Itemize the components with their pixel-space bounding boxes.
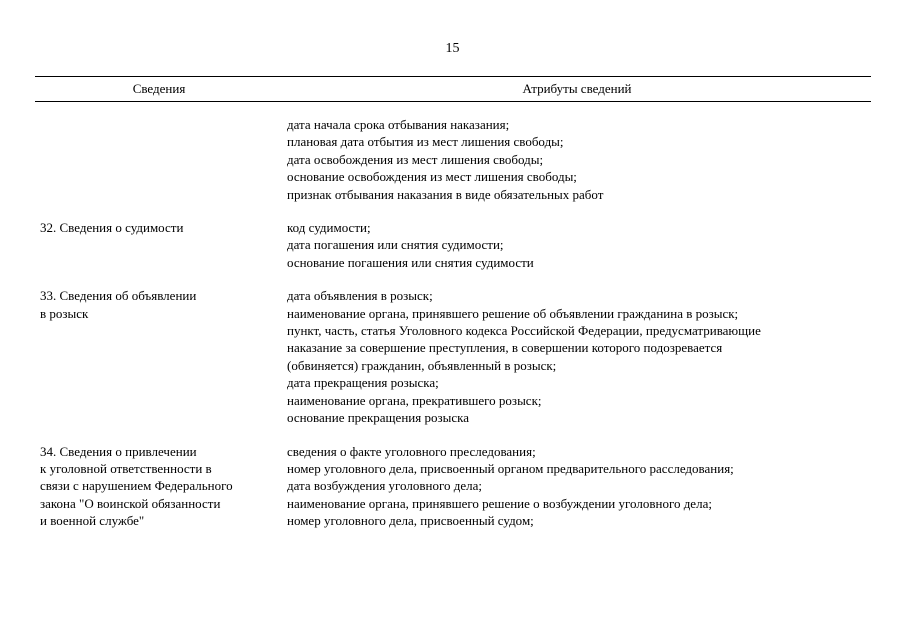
attribute-line: наименование органа, принявшего решение о возбуждении уголовного дела; (287, 495, 712, 511)
attribute-line: наименование органа, прекратившего розыск; (287, 392, 542, 408)
attribute-line: дата возбуждения уголовного дела; (287, 478, 482, 494)
attribute-line: признак отбывания наказания в виде обязательных работ (287, 186, 604, 202)
table-row (40, 219, 871, 271)
attribute-line: (обвиняется) гражданин, объявленный в розыск; (287, 357, 557, 373)
attribute-line: дата погашения или снятия судимости; (287, 237, 504, 253)
attribute-line: наименование органа, принявшего решение об объявлении гражданина в розыск; (287, 305, 739, 321)
info-line: 33. Сведения об объявлении (40, 288, 197, 304)
info-line: связи с нарушением Федерального (40, 478, 233, 494)
header-attributes-column: Атрибуты сведений (522, 81, 632, 96)
table-header (35, 76, 871, 102)
table-body (40, 116, 871, 546)
attributes-cell (287, 116, 871, 203)
info-cell (40, 219, 287, 271)
attribute-line: наказание за совершение преступления, в совершении которого подозревается (287, 340, 723, 356)
page-number: 15 (445, 41, 460, 56)
info-line: 34. Сведения о привлечении (40, 443, 197, 459)
attribute-line: пункт, часть, статья Уголовного кодекса Российской Федерации, предусматривающие (287, 323, 761, 339)
table-row (40, 443, 871, 530)
attributes-cell (287, 219, 871, 271)
attribute-line: дата начала срока отбывания наказания; (287, 117, 510, 132)
info-cell (40, 287, 287, 426)
info-line: 32. Сведения о судимости (40, 220, 184, 236)
table-row (40, 116, 871, 203)
info-cell (40, 443, 287, 530)
info-line: и военной службе" (40, 513, 145, 529)
attribute-line: номер уголовного дела, присвоенный судом; (287, 513, 534, 529)
attribute-line: дата прекращения розыска; (287, 375, 439, 391)
header-info-column: Сведения (132, 81, 186, 96)
info-cell (40, 116, 287, 203)
attribute-line: плановая дата отбытия из мест лишения свободы; (287, 134, 564, 150)
attribute-line: основание погашения или снятия судимости (287, 254, 534, 270)
attribute-line: основание освобождения из мест лишения свободы; (287, 169, 577, 185)
attribute-line: код судимости; (287, 220, 371, 236)
info-line: в розыск (40, 305, 89, 321)
info-line: к уголовной ответственности в (40, 460, 212, 476)
attribute-line: дата освобождения из мест лишения свободы; (287, 151, 544, 167)
attributes-cell (287, 287, 871, 426)
attributes-cell (287, 443, 871, 530)
attribute-line: номер уголовного дела, присвоенный органом предварительного расследования; (287, 460, 734, 476)
attribute-line: сведения о факте уголовного преследования; (287, 443, 536, 459)
table-row (40, 287, 871, 426)
attribute-line: дата объявления в розыск; (287, 288, 433, 304)
info-line: закона "О воинской обязанности (40, 495, 221, 511)
attribute-line: основание прекращения розыска (287, 410, 469, 426)
